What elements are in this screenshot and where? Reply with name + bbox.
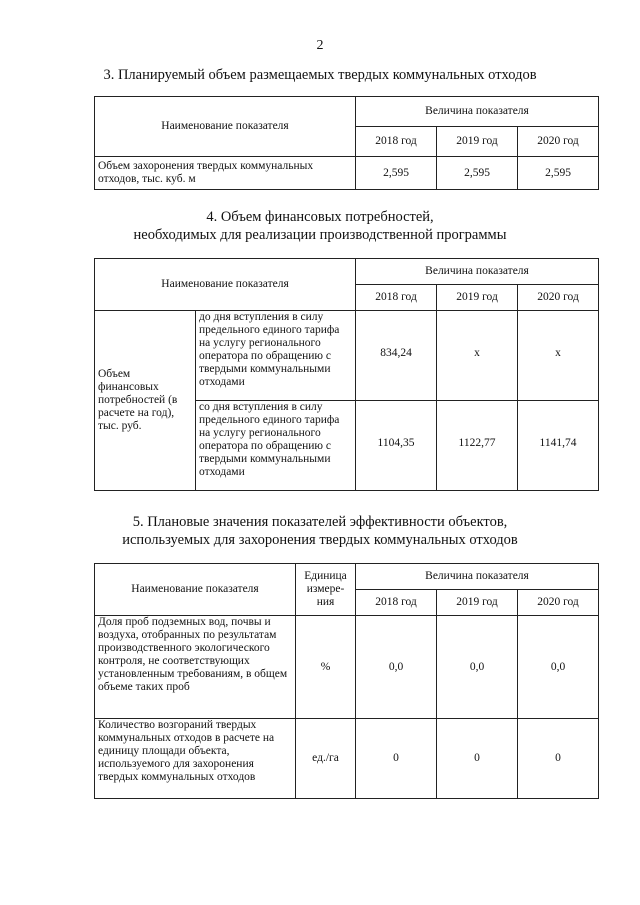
- s5-cell: 0: [437, 719, 518, 799]
- section3-table: [94, 96, 599, 190]
- s5-cell: 0,0: [437, 616, 518, 719]
- s4-cell: x: [437, 311, 518, 401]
- s4-year: 2019 год: [437, 285, 518, 311]
- s4-row-label: до дня вступления в силу предельного единого тарифа на услугу регионального оператора по обращению с твердыми коммунальными отходами: [196, 311, 356, 401]
- s5-row-unit: %: [296, 616, 356, 719]
- s5-row-label: Доля проб подземных вод, почвы и воздуха, отобранных по результатам производственного экологического контроля, не соответствующих установленным требованиям, в общем объеме таких проб: [95, 616, 296, 719]
- s4-cell: 1104,35: [356, 401, 437, 491]
- s3-year: 2019 год: [437, 127, 518, 157]
- s4-year: 2018 год: [356, 285, 437, 311]
- s3-row-label: Объем захоронения твердых коммунальных отходов, тыс. куб. м: [95, 157, 356, 190]
- s5-year: 2020 год: [518, 590, 599, 616]
- s3-year: 2020 год: [518, 127, 599, 157]
- s4-cell: 1141,74: [518, 401, 599, 491]
- s4-year: 2020 год: [518, 285, 599, 311]
- s4-cell: 834,24: [356, 311, 437, 401]
- section5-table: [94, 563, 599, 799]
- s5-cell: 0,0: [518, 616, 599, 719]
- s5-year: 2018 год: [356, 590, 437, 616]
- s4-row-label: со дня вступления в силу предельного единого тарифа на услугу регионального оператора по обращению с твердыми коммунальными отходами: [196, 401, 356, 491]
- section4-title: 4. Объем финансовых потребностей, необходимых для реализации производственной программы: [133, 209, 507, 243]
- s5-header-name: Наименование показателя: [95, 564, 296, 616]
- s3-cell: 2,595: [518, 157, 599, 190]
- s3-header-value: Величина показателя: [356, 97, 599, 127]
- s4-cell: x: [518, 311, 599, 401]
- s3-year: 2018 год: [356, 127, 437, 157]
- page-number: 2: [316, 38, 324, 53]
- s5-row-unit: ед./га: [296, 719, 356, 799]
- s5-header-unit: Единица измере-ния: [296, 564, 356, 616]
- section5-title: 5. Плановые значения показателей эффективности объектов, используемых для захоронения твердых коммунальных отходов: [122, 514, 518, 548]
- s3-cell: 2,595: [437, 157, 518, 190]
- section4-table: [94, 258, 599, 491]
- section3-title: 3. Планируемый объем размещаемых твердых коммунальных отходов: [103, 67, 537, 83]
- s5-header-value: Величина показателя: [356, 564, 599, 590]
- s5-cell: 0,0: [356, 616, 437, 719]
- s4-header-value: Величина показателя: [356, 259, 599, 285]
- s4-header-name: Наименование показателя: [95, 259, 356, 311]
- s5-row-label: Количество возгораний твердых коммунальных отходов в расчете на единицу площади объекта, используемого для захоронения твердых коммунальных отходов: [95, 719, 296, 799]
- s5-cell: 0: [518, 719, 599, 799]
- s3-header-name: Наименование показателя: [95, 97, 356, 157]
- s3-cell: 2,595: [356, 157, 437, 190]
- s4-group-label: Объем финансовых потребностей (в расчете на год), тыс. руб.: [95, 311, 196, 491]
- s5-year: 2019 год: [437, 590, 518, 616]
- s5-cell: 0: [356, 719, 437, 799]
- s4-cell: 1122,77: [437, 401, 518, 491]
